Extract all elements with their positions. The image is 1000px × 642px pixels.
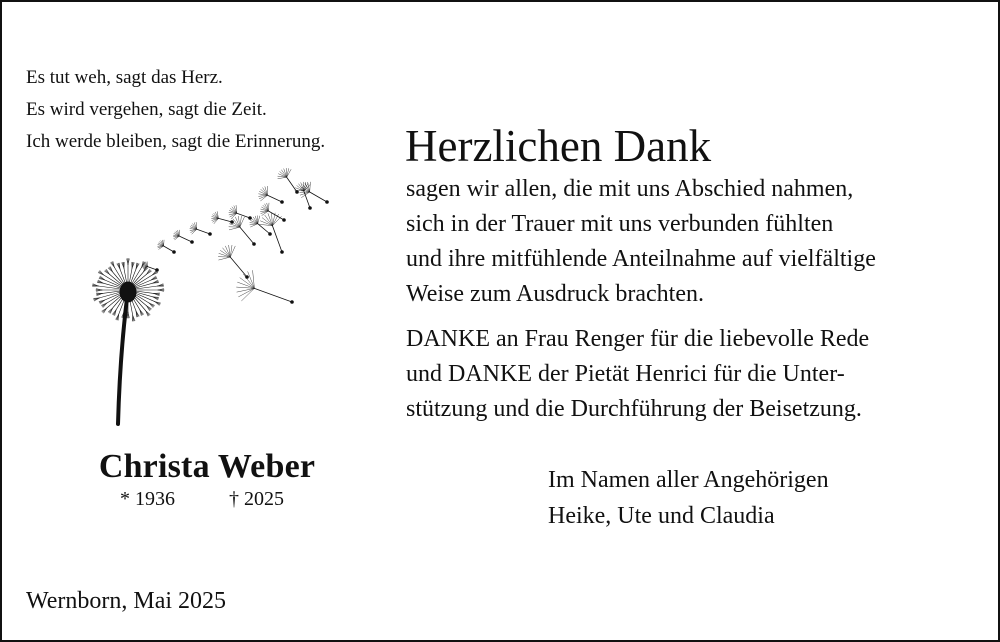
thanks-line: DANKE an Frau Renger für die liebevolle Rede bbox=[406, 326, 870, 352]
body-line: Weise zum Ausdruck brachten. bbox=[406, 281, 704, 307]
heading: Herzlichen Dank bbox=[405, 121, 712, 171]
signature bbox=[548, 462, 829, 534]
poem-line: Es wird vergehen, sagt die Zeit. bbox=[26, 99, 267, 120]
signature-line: Heike, Ute und Claudia bbox=[548, 503, 775, 529]
birth-year: * 1936 bbox=[120, 488, 175, 510]
thanks-paragraph bbox=[406, 172, 876, 312]
thanks-line: stützung und die Durchführung der Beisetzung. bbox=[406, 396, 862, 422]
place-date: Wernborn, Mai 2025 bbox=[26, 588, 227, 614]
deceased-name: Christa Weber bbox=[98, 448, 316, 485]
poem-line: Es tut weh, sagt das Herz. bbox=[26, 67, 223, 88]
body-line: und ihre mitfühlende Anteilnahme auf vielfältige bbox=[406, 246, 876, 272]
thanks-line: und DANKE der Pietät Henrici für die Unter- bbox=[406, 361, 845, 387]
body-line: sagen wir allen, die mit uns Abschied nahmen, bbox=[406, 176, 854, 202]
poem bbox=[26, 62, 325, 158]
death-year: † 2025 bbox=[229, 488, 284, 510]
signature-line: Im Namen aller Angehörigen bbox=[548, 467, 829, 493]
dandelion-icon bbox=[82, 162, 332, 432]
body-line: sich in der Trauer mit uns verbunden fühlten bbox=[406, 211, 834, 237]
poem-line: Ich werde bleiben, sagt die Erinnerung. bbox=[26, 131, 326, 152]
special-thanks bbox=[406, 322, 869, 427]
